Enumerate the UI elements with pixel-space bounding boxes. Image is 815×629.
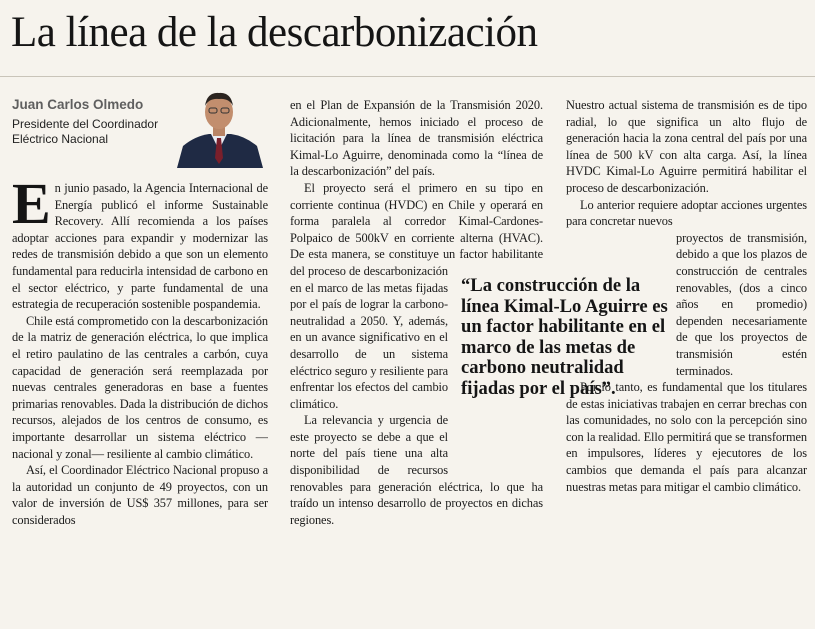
- paragraph: Chile está comprometido con la descarbonización de la matriz de generación eléctrica, lo que implica el retiro paulatino de las centrales a carbón, cuya capacidad de generación será reemplazada por nuevas centrales generadoras en base a fuentes primarias renovables. Dada la distribución de dichos recursos, alejados de los centros de consumo, es importante desarrollar un sistema eléctrico —nacional y zonal— resiliente al cambio climático.: [12, 313, 268, 461]
- column-1: [12, 180, 268, 626]
- paragraph: Por lo tanto, es fundamental que los titulares de estas iniciativas trabajen en cerrar brechas con las comunidades, no solo con la percepción sino con la realidad. Ello permitirá que se transformen en impulsores, líderes y ejecutores de los cambios que demanda el país para alcanzar nuestras metas para mitigar el cambio climático.: [566, 380, 807, 494]
- paragraph: Así, el Coordinador Eléctrico Nacional propuso a la autoridad un conjunto de 49 proyectos, con un valor de inversión de US$ 357 millones, para ser considerados: [12, 463, 268, 527]
- paragraph: proyectos de transmisión, debido a que los plazos de construcción de centrales renovables, (dos a cinco años en promedio) dependen necesariamente de que los proyectos de transmisión estén terminados.: [676, 230, 807, 378]
- paragraph: Nuestro actual sistema de transmisión es de tipo radial, lo que significa un alto flujo de generación hacia la zona central del país por una línea de 500 kV con alta carga. Así, la línea HVDC Kimal-Lo Aguirre permitirá habilitar el proceso de descarbonización.: [566, 98, 807, 195]
- author-name: Juan Carlos Olmedo: [12, 97, 144, 112]
- headline: La línea de la descarbonización: [11, 9, 538, 56]
- paragraph-text: n junio pasado, la Agencia Internacional de Energía publicó el informe Sustainable Recovery. Allí recomienda a los países adoptar acciones para expandir y modernizar las redes de transmisión debido a que son un elemento fundamental para reducirla intensidad de carbono en el sector eléctrico, y parte fundamental de una estrategia de recuperación sostenible pospandemia.: [12, 181, 268, 312]
- drop-cap: E: [12, 180, 51, 236]
- author-role: Presidente del Coordinador Eléctrico Nacional: [12, 117, 159, 146]
- author-photo: [173, 84, 265, 168]
- paragraph: en el Plan de Expansión de la Transmisión 2020. Adicionalmente, hemos iniciado el proceso de licitación para la línea de transmisión eléctrica Kimal-Lo Aguirre, denominada como la “línea de la descarbonización” del país.: [290, 98, 543, 179]
- paragraph: La relevancia y urgencia de este proyecto se debe a que el norte del país tiene una alta disponibilidad de recursos renovables para generación eléctrica, lo que ha traído un intenso desarrollo de proyectos en dichas regiones.: [290, 413, 543, 527]
- paragraph: Lo anterior requiere adoptar acciones urgentes para concretar nuevos: [566, 197, 807, 229]
- byline: [12, 96, 162, 146]
- paragraph: [12, 180, 268, 313]
- pull-quote: “La construcción de la línea Kimal-Lo Aguirre es un factor habilitante en el marco de las metas de carbono neutralidad fijadas por el país”.: [461, 275, 668, 399]
- header-divider: [0, 76, 815, 77]
- paragraph: El proyecto será el primero en su tipo en corriente continua (HVDC) en Chile y operará en forma paralela al corredor Kimal-Cardones-Polpaico de 500kV en corriente alterna (HVAC). De esta manera, se constituye un factor habilitante del proceso de descarbonización en el marco de las metas fijadas por el país de lograr la carbono-neutralidad a 2050. Y, además, en un avance significativo en el desarrollo de un sistema eléctrico seguro y resiliente para enfrentar los efectos del cambio climático.: [290, 180, 543, 411]
